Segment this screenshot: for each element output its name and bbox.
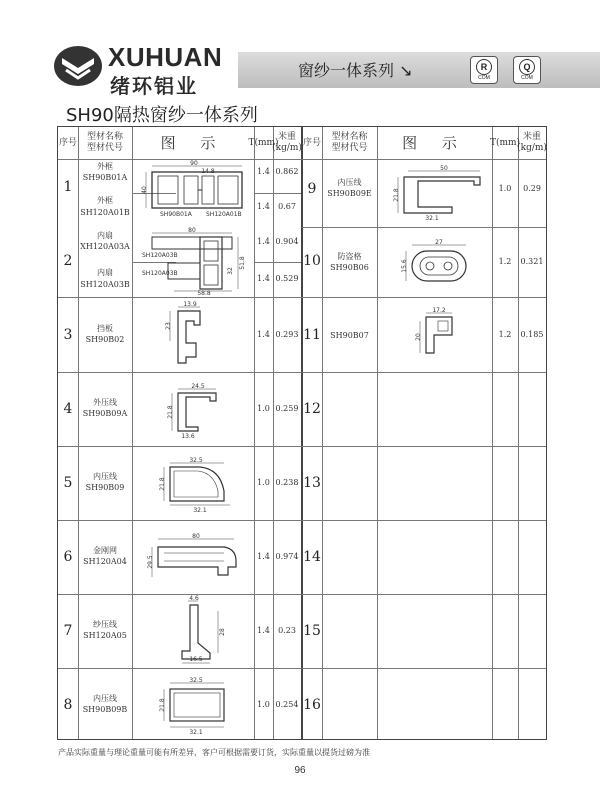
thickness-value: 1.4	[257, 274, 270, 283]
weight-value: 0.293	[275, 330, 299, 339]
weight-value: 0.29	[523, 184, 541, 193]
model-name: 内压线	[93, 472, 117, 481]
row-number: 15	[303, 623, 321, 639]
dim-width: 90	[190, 160, 198, 167]
model-code: SH120A01B	[80, 208, 130, 217]
row-number: 2	[63, 253, 73, 269]
model-code: SH90B01A	[82, 173, 128, 182]
thickness-value: 1.0	[257, 700, 270, 709]
page-title: SH90隔热窗纱一体系列	[66, 105, 258, 126]
model-code: SH90B02	[85, 335, 125, 344]
header-model: 型材名称型材代号	[86, 132, 123, 153]
badge-letter: R	[476, 59, 492, 75]
profile-drawing-2	[138, 229, 250, 295]
dim-width: 80	[188, 227, 196, 234]
model-name: 金刚网	[93, 546, 117, 555]
profile-drawing-11	[404, 307, 484, 367]
row-number: 12	[303, 401, 321, 417]
profile-drawing-10	[394, 237, 484, 293]
series-banner-bar	[238, 52, 600, 88]
thickness-value: 1.4	[257, 552, 270, 561]
profile-drawing-1	[138, 160, 250, 224]
model-name: 外压线	[93, 398, 117, 407]
thickness-value: 1.0	[498, 184, 512, 193]
profile-label-2: SH120A01B	[206, 211, 242, 218]
thickness-value: 1.2	[498, 257, 512, 266]
dim-height: 21.8	[167, 405, 174, 419]
model-code: SH90B09E	[327, 189, 372, 198]
brand-name-en: XUHUAN	[108, 42, 223, 72]
row-number: 6	[63, 549, 73, 565]
badge-text: COM	[521, 75, 533, 81]
dim-height: 23	[165, 322, 172, 330]
dim-width: 32.5	[189, 677, 203, 684]
dim-a: 14.8	[201, 168, 215, 175]
page-header	[0, 0, 600, 98]
thickness-value: 1.2	[498, 330, 512, 339]
dim-height: 21.8	[159, 477, 166, 491]
model-name: 外框	[97, 196, 113, 205]
weight-value: 0.904	[275, 237, 299, 246]
thickness-value: 1.4	[257, 202, 270, 211]
weight-value: 0.185	[520, 330, 544, 339]
profile-table	[57, 126, 547, 740]
header-diagram: 图 示	[160, 133, 226, 152]
dim-height-2: 32	[227, 267, 234, 275]
header-model: 型材名称型材代号	[331, 132, 368, 153]
profile-drawing-4	[156, 383, 236, 439]
row-number: 14	[303, 549, 321, 565]
weight-value: 0.862	[275, 167, 299, 176]
thickness-value: 1.0	[257, 478, 270, 487]
certification-badge-r	[470, 56, 498, 84]
brand-name-cn: 绪环铝业	[110, 74, 198, 98]
thickness-value: 1.4	[257, 626, 270, 635]
model-name: 内压线	[93, 694, 117, 703]
model-code: SH120A04	[83, 557, 127, 566]
header-weight: 米重(kg/m)	[272, 132, 302, 153]
weight-value: 0.529	[275, 274, 299, 283]
model-name: 内扇	[97, 268, 113, 277]
model-code: SH90B06	[330, 263, 369, 272]
model-code: SH90B09B	[82, 705, 128, 714]
page-number: 96	[294, 765, 306, 776]
row-number: 1	[63, 179, 73, 195]
dim-width: 32.5	[189, 457, 203, 464]
profile-label-2: SH120A03B	[142, 270, 178, 277]
series-banner-text: 窗纱一体系列 ↘	[298, 61, 413, 80]
profile-drawing-5	[154, 457, 244, 513]
dim-height: 40	[141, 186, 148, 194]
profile-label-1: SH120A03B	[142, 252, 178, 259]
row-number: 11	[303, 327, 321, 343]
thickness-value: 1.0	[257, 404, 270, 413]
thickness-value: 1.4	[257, 167, 270, 176]
model-code: XH120A03A	[80, 242, 130, 251]
model-code: SH120A03B	[80, 280, 130, 289]
dim-width: 80	[192, 533, 200, 540]
header-thickness: T(mm)	[248, 137, 279, 148]
dim-height: 21.8	[159, 698, 166, 712]
header-seq: 序号	[302, 137, 321, 148]
profile-drawing-7	[164, 597, 234, 665]
model-name: 防盗格	[337, 252, 362, 261]
dim-bottom: 58.8	[197, 290, 211, 297]
weight-value: 0.67	[278, 202, 296, 211]
thickness-value: 1.4	[257, 237, 270, 246]
profile-drawing-8	[154, 677, 244, 735]
row-number: 5	[63, 475, 73, 491]
dim-bottom: 16.5	[189, 656, 203, 663]
dim-width: 13.9	[183, 301, 197, 308]
model-name: 外框	[97, 162, 113, 171]
dim-width: 17.2	[432, 307, 446, 314]
weight-value: 0.974	[275, 552, 299, 561]
model-code: SH90B09A	[82, 409, 128, 418]
header-seq: 序号	[58, 137, 77, 148]
header-diagram: 图 示	[402, 133, 467, 152]
row-number: 16	[303, 697, 321, 713]
thickness-value: 1.4	[257, 330, 270, 339]
row-number: 13	[303, 475, 321, 491]
dim-width: 50	[440, 165, 448, 172]
dim-height: 21.8	[393, 188, 400, 202]
dim-width: 24.5	[191, 383, 205, 390]
dim-height: 15.6	[401, 259, 408, 273]
row-number: 9	[307, 181, 317, 197]
weight-value: 0.254	[275, 700, 299, 709]
weight-value: 0.259	[275, 404, 299, 413]
dim-bottom: 13.6	[181, 433, 195, 440]
header-thickness: T(mm)	[489, 137, 521, 148]
xuhuan-logo-icon	[52, 44, 104, 88]
model-code: SH90B07	[330, 331, 369, 340]
header-weight: 米重(kg/m)	[517, 132, 547, 153]
model-name: 内压线	[337, 178, 362, 187]
dim-width: 4.6	[189, 595, 199, 602]
model-name: 纱压线	[93, 620, 117, 629]
dim-height: 51.8	[239, 256, 246, 270]
dim-bottom: 32.1	[425, 215, 439, 222]
weight-value: 0.23	[278, 626, 296, 635]
dim-bottom: 32.1	[193, 507, 207, 514]
model-code: SH90B09	[85, 483, 125, 492]
profile-drawing-6	[144, 533, 244, 587]
model-code: SH120A05	[83, 631, 127, 640]
model-name: 内扇	[97, 231, 113, 240]
profile-drawing-3	[156, 301, 236, 369]
row-number: 8	[63, 697, 73, 713]
dim-width: 27	[435, 239, 443, 246]
profile-label-1: SH90B01A	[160, 211, 192, 218]
row-number: 10	[303, 253, 321, 269]
row-number: 7	[63, 623, 73, 639]
footer-note: 产品实际重量与理论重量可能有所差异，客户可根据需要订货，实际重量以提货过磅为准	[58, 748, 370, 757]
weight-value: 0.238	[275, 478, 299, 487]
profile-drawing-9	[384, 165, 484, 221]
badge-text: COM	[478, 75, 490, 81]
dim-bottom: 32.1	[189, 729, 203, 736]
badge-letter: Q	[519, 59, 535, 75]
model-name: 挡板	[97, 324, 113, 333]
row-number: 4	[63, 401, 73, 417]
dim-height: 20	[415, 333, 422, 341]
row-number: 3	[63, 327, 73, 343]
weight-value: 0.321	[520, 257, 544, 266]
dim-height: 29.5	[147, 555, 154, 569]
certification-badge-q	[513, 56, 541, 84]
dim-height: 28	[219, 628, 226, 636]
